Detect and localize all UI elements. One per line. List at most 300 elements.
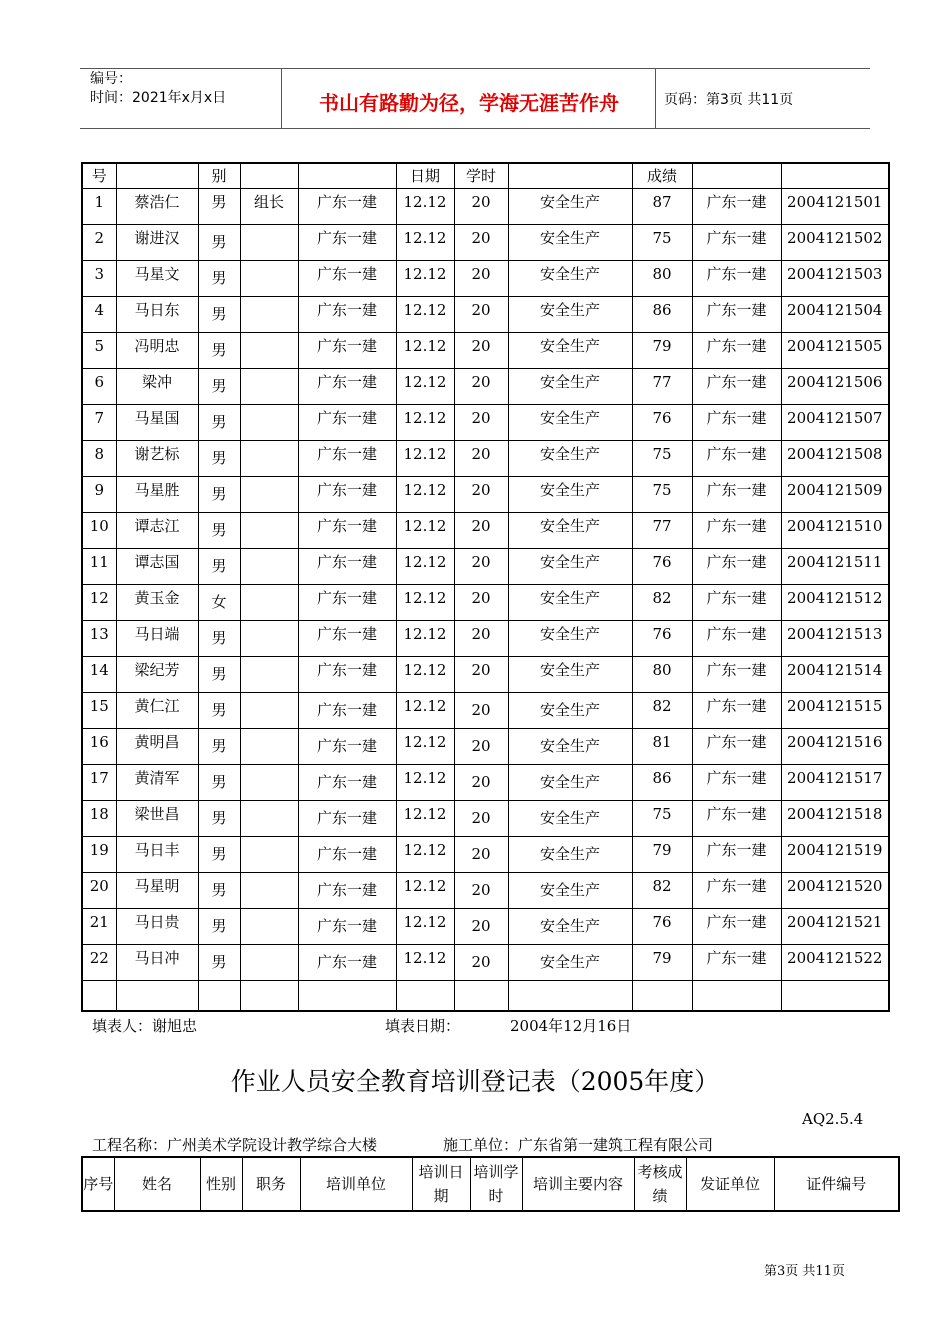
table-cell: 20: [454, 873, 508, 909]
table-row: [82, 801, 889, 837]
table-cell: 2004121518: [781, 801, 889, 837]
table-cell: [240, 621, 298, 657]
table-cell: 男: [198, 765, 240, 801]
table-row: [82, 333, 889, 369]
table-cell: 12.12: [396, 441, 454, 477]
table-cell: 女: [198, 585, 240, 621]
table-cell: 12.12: [396, 189, 454, 225]
section-title: 作业人员安全教育培训登记表（2005年度）: [230, 1067, 720, 1096]
table-cell: [82, 981, 116, 1012]
table-cell: 广东一建: [298, 945, 396, 981]
table-cell: 81: [632, 729, 692, 765]
table-cell: 黄玉金: [116, 585, 198, 621]
table-cell: 梁冲: [116, 369, 198, 405]
header-cell: [508, 163, 632, 189]
table-cell: 12.12: [396, 837, 454, 873]
table-cell: 12.12: [396, 945, 454, 981]
table-cell: 5: [82, 333, 116, 369]
table-cell: 男: [198, 549, 240, 585]
table-cell: 20: [454, 729, 508, 765]
table-cell: 1: [82, 189, 116, 225]
table-cell: 组长: [240, 189, 298, 225]
table-cell: 安全生产: [508, 621, 632, 657]
table-row: [82, 513, 889, 549]
table-cell: 安全生产: [508, 837, 632, 873]
table-cell: [198, 981, 240, 1012]
table-cell: 广东一建: [692, 441, 781, 477]
table-cell: 广东一建: [298, 261, 396, 297]
table-cell: 19: [82, 837, 116, 873]
table-row: [82, 837, 889, 873]
table-cell: 11: [82, 549, 116, 585]
table-cell: 蔡浩仁: [116, 189, 198, 225]
table-cell: 黄清军: [116, 765, 198, 801]
table-cell: 12.12: [396, 261, 454, 297]
header-cell: 发证单位: [686, 1157, 774, 1211]
header-cell: 考核成绩: [634, 1157, 686, 1211]
table-cell: 79: [632, 333, 692, 369]
table-cell: 广东一建: [692, 657, 781, 693]
table-cell: 17: [82, 765, 116, 801]
table-cell: 2004121506: [781, 369, 889, 405]
table-cell: 12.12: [396, 369, 454, 405]
table-cell: 安全生产: [508, 369, 632, 405]
table-cell: 男: [198, 945, 240, 981]
form-code: AQ2.5.4: [802, 1110, 864, 1128]
table-cell: 广东一建: [692, 837, 781, 873]
table-cell: 20: [454, 333, 508, 369]
table-cell: 2004121516: [781, 729, 889, 765]
table-cell: 谢进汉: [116, 225, 198, 261]
table-cell: 2004121520: [781, 873, 889, 909]
table-cell: 20: [454, 513, 508, 549]
header-cell: 培训日期: [412, 1157, 470, 1211]
table-cell: 12.12: [396, 693, 454, 729]
header-cell: 姓名: [114, 1157, 200, 1211]
table-row: [82, 945, 889, 981]
table-cell: 安全生产: [508, 513, 632, 549]
table-row: [82, 477, 889, 513]
table-cell: [632, 981, 692, 1012]
table-cell: 男: [198, 801, 240, 837]
header-cell: 日期: [396, 163, 454, 189]
table-cell: 4: [82, 297, 116, 333]
table-cell: 安全生产: [508, 405, 632, 441]
table-cell: 9: [82, 477, 116, 513]
table-cell: 79: [632, 945, 692, 981]
document-number-label: 编号：: [90, 71, 132, 87]
header-cell: 别: [198, 163, 240, 189]
table-cell: 20: [454, 585, 508, 621]
header-cell: 序号: [82, 1157, 114, 1211]
table-cell: 谭志国: [116, 549, 198, 585]
table-cell: 男: [198, 657, 240, 693]
table-cell: 广东一建: [298, 477, 396, 513]
table-cell: 12: [82, 585, 116, 621]
table-cell: 80: [632, 261, 692, 297]
table-cell: [240, 657, 298, 693]
table-row: [82, 549, 889, 585]
header-cell: 号: [82, 163, 116, 189]
footer-page-number: 第3页 共11页: [764, 1264, 845, 1279]
table-cell: 12.12: [396, 873, 454, 909]
table-cell: 20: [454, 405, 508, 441]
table-cell: 2004121510: [781, 513, 889, 549]
table-cell: 男: [198, 477, 240, 513]
table-cell: 男: [198, 909, 240, 945]
table-cell: 12.12: [396, 225, 454, 261]
table-cell: 广东一建: [692, 873, 781, 909]
table-row: [82, 369, 889, 405]
project-name: 工程名称：广州美术学院设计教学综合大楼: [92, 1136, 378, 1154]
table-cell: [240, 873, 298, 909]
table-cell: 20: [454, 765, 508, 801]
registration-table-2005: [81, 1156, 900, 1212]
table-cell: 广东一建: [298, 621, 396, 657]
table-cell: 22: [82, 945, 116, 981]
table-cell: 2004121521: [781, 909, 889, 945]
table-cell: 广东一建: [298, 657, 396, 693]
table-cell: 马日端: [116, 621, 198, 657]
table-cell: 男: [198, 405, 240, 441]
table-row: [82, 225, 889, 261]
table-cell: 2004121504: [781, 297, 889, 333]
table-cell: 广东一建: [692, 405, 781, 441]
table-cell: 男: [198, 873, 240, 909]
filler-label: 填表人：谢旭忠: [92, 1017, 198, 1035]
header-cell: [240, 163, 298, 189]
table-cell: 安全生产: [508, 765, 632, 801]
table-cell: 13: [82, 621, 116, 657]
table-cell: 广东一建: [298, 801, 396, 837]
table-cell: 14: [82, 657, 116, 693]
table-cell: 16: [82, 729, 116, 765]
table-cell: 梁世昌: [116, 801, 198, 837]
table-cell: 2004121503: [781, 261, 889, 297]
table-cell: 2004121517: [781, 765, 889, 801]
table-cell: 马日冲: [116, 945, 198, 981]
table-cell: 20: [454, 477, 508, 513]
table-cell: 20: [454, 621, 508, 657]
table-cell: 男: [198, 261, 240, 297]
table-cell: 安全生产: [508, 441, 632, 477]
table-cell: 广东一建: [692, 945, 781, 981]
table-cell: 77: [632, 369, 692, 405]
header-cell: [692, 163, 781, 189]
table-cell: [240, 801, 298, 837]
table-row: [82, 405, 889, 441]
table-cell: [692, 981, 781, 1012]
table-cell: [240, 549, 298, 585]
header-cell: 培训单位: [300, 1157, 412, 1211]
table-cell: 广东一建: [692, 693, 781, 729]
table-cell: 安全生产: [508, 189, 632, 225]
table-cell: 安全生产: [508, 549, 632, 585]
table-cell: [298, 981, 396, 1012]
table-cell: [240, 981, 298, 1012]
table-cell: 广东一建: [298, 189, 396, 225]
training-record-table: [81, 162, 890, 1012]
table-row: [82, 909, 889, 945]
table-cell: 20: [454, 909, 508, 945]
table-row: [82, 297, 889, 333]
table-cell: 男: [198, 693, 240, 729]
table-cell: 86: [632, 297, 692, 333]
header-cell: [116, 163, 198, 189]
table-row: [82, 657, 889, 693]
table-row: [82, 873, 889, 909]
table-cell: 12.12: [396, 585, 454, 621]
table-cell: 12.12: [396, 477, 454, 513]
table-cell: 75: [632, 477, 692, 513]
table-cell: 广东一建: [692, 585, 781, 621]
table-cell: 广东一建: [692, 225, 781, 261]
table-row: [82, 765, 889, 801]
table-cell: 77: [632, 513, 692, 549]
table-cell: 男: [198, 837, 240, 873]
table-cell: 76: [632, 909, 692, 945]
table-cell: 安全生产: [508, 873, 632, 909]
table-cell: 广东一建: [298, 513, 396, 549]
table-cell: 广东一建: [692, 621, 781, 657]
table-cell: 3: [82, 261, 116, 297]
table-cell: 马日东: [116, 297, 198, 333]
table-cell: 75: [632, 801, 692, 837]
table-cell: [396, 981, 454, 1012]
table-row: [82, 621, 889, 657]
table-cell: 12.12: [396, 729, 454, 765]
table-cell: 广东一建: [298, 873, 396, 909]
table-cell: 2004121511: [781, 549, 889, 585]
table-cell: 20: [454, 441, 508, 477]
header-page-indicator: 页码：第3页 共11页: [664, 92, 794, 108]
table-cell: [240, 477, 298, 513]
table-cell: 冯明忠: [116, 333, 198, 369]
table-cell: 20: [454, 297, 508, 333]
table-cell: 79: [632, 837, 692, 873]
table-cell: [240, 765, 298, 801]
table-cell: 21: [82, 909, 116, 945]
table-cell: 8: [82, 441, 116, 477]
table-header-row: [82, 163, 889, 189]
table-cell: [240, 945, 298, 981]
table-cell: 12.12: [396, 405, 454, 441]
table-cell: 广东一建: [692, 549, 781, 585]
table-cell: 广东一建: [298, 729, 396, 765]
table-cell: 广东一建: [692, 189, 781, 225]
table-cell: 黄明昌: [116, 729, 198, 765]
table-cell: 广东一建: [298, 441, 396, 477]
table-cell: [240, 261, 298, 297]
table-cell: [240, 513, 298, 549]
table-cell: 10: [82, 513, 116, 549]
table-cell: [240, 693, 298, 729]
header-cell: 证件编号: [774, 1157, 899, 1211]
table-row: [82, 729, 889, 765]
header-cell: [781, 163, 889, 189]
table-cell: 广东一建: [692, 513, 781, 549]
table-cell: 广东一建: [298, 297, 396, 333]
table-cell: 广东一建: [692, 477, 781, 513]
table-cell: [240, 585, 298, 621]
table-cell: 男: [198, 225, 240, 261]
table-cell: 男: [198, 333, 240, 369]
table-cell: 2004121513: [781, 621, 889, 657]
contractor-name: 施工单位：广东省第一建筑工程有限公司: [443, 1136, 714, 1154]
table-cell: 安全生产: [508, 909, 632, 945]
table-cell: 20: [454, 837, 508, 873]
table-cell: [240, 405, 298, 441]
table-cell: 2004121508: [781, 441, 889, 477]
fill-date-value: 2004年12月16日: [510, 1017, 632, 1035]
table-cell: 2004121522: [781, 945, 889, 981]
table-cell: 广东一建: [692, 369, 781, 405]
table-cell: 20: [454, 693, 508, 729]
table-cell: 12.12: [396, 333, 454, 369]
table-cell: 2004121502: [781, 225, 889, 261]
header-motto: 书山有路勤为径，学海无涯苦作舟: [319, 91, 619, 115]
table-cell: 马星胜: [116, 477, 198, 513]
table-cell: 2004121501: [781, 189, 889, 225]
table-cell: 12.12: [396, 801, 454, 837]
document-date-label: 时间：2021年x月x日: [90, 90, 227, 106]
table-cell: 20: [454, 945, 508, 981]
header-cell: 学时: [454, 163, 508, 189]
header-bottom-rule: [80, 128, 870, 129]
table-cell: 2004121509: [781, 477, 889, 513]
table-cell: 安全生产: [508, 693, 632, 729]
table-cell: 安全生产: [508, 261, 632, 297]
table-cell: 86: [632, 765, 692, 801]
table-cell: 男: [198, 729, 240, 765]
table-cell: 马星文: [116, 261, 198, 297]
header-top-rule: [80, 68, 870, 69]
table-cell: 安全生产: [508, 945, 632, 981]
table-cell: 12.12: [396, 621, 454, 657]
table-cell: 75: [632, 441, 692, 477]
header-cell: 性别: [200, 1157, 242, 1211]
table-cell: 广东一建: [692, 801, 781, 837]
table-cell: 2004121515: [781, 693, 889, 729]
table-cell: 2: [82, 225, 116, 261]
table-cell: 76: [632, 549, 692, 585]
table-cell: 76: [632, 621, 692, 657]
table-row: [82, 189, 889, 225]
table-row: [82, 441, 889, 477]
table-cell: 76: [632, 405, 692, 441]
table-cell: 12.12: [396, 549, 454, 585]
table-cell: [240, 369, 298, 405]
table-cell: 马星国: [116, 405, 198, 441]
table-cell: 广东一建: [692, 909, 781, 945]
table-cell: 广东一建: [298, 837, 396, 873]
table-cell: 安全生产: [508, 225, 632, 261]
table-cell: 2004121514: [781, 657, 889, 693]
table-cell: 15: [82, 693, 116, 729]
table-cell: [240, 333, 298, 369]
table-cell: 80: [632, 657, 692, 693]
table-cell: 7: [82, 405, 116, 441]
table-row: [82, 585, 889, 621]
table-cell: 男: [198, 441, 240, 477]
table-cell: 82: [632, 585, 692, 621]
header-cell: [298, 163, 396, 189]
table-cell: 20: [82, 873, 116, 909]
table-cell: 广东一建: [298, 333, 396, 369]
table-cell: 广东一建: [298, 225, 396, 261]
table-cell: 安全生产: [508, 657, 632, 693]
table-cell: 87: [632, 189, 692, 225]
table-cell: 马日贵: [116, 909, 198, 945]
table-cell: 20: [454, 261, 508, 297]
header-cell: 培训学时: [470, 1157, 522, 1211]
table-cell: [240, 837, 298, 873]
table-cell: [240, 225, 298, 261]
table-cell: 18: [82, 801, 116, 837]
table-cell: 安全生产: [508, 333, 632, 369]
table-cell: 梁纪芳: [116, 657, 198, 693]
table-cell: 2004121507: [781, 405, 889, 441]
header-cell: 职务: [242, 1157, 300, 1211]
table-cell: 男: [198, 297, 240, 333]
table-cell: 安全生产: [508, 729, 632, 765]
table-cell: 谭志江: [116, 513, 198, 549]
table-cell: 广东一建: [692, 729, 781, 765]
table-cell: [116, 981, 198, 1012]
table-cell: 广东一建: [298, 549, 396, 585]
table-cell: 男: [198, 621, 240, 657]
table-cell: 2004121512: [781, 585, 889, 621]
table-cell: 75: [632, 225, 692, 261]
table-cell: 广东一建: [298, 909, 396, 945]
table-cell: 12.12: [396, 657, 454, 693]
table-cell: 安全生产: [508, 585, 632, 621]
table-cell: [240, 297, 298, 333]
table-cell: 谢艺标: [116, 441, 198, 477]
table-cell: 广东一建: [298, 585, 396, 621]
table-cell: [454, 981, 508, 1012]
table-cell: [508, 981, 632, 1012]
header-meta: [90, 70, 226, 108]
table-cell: 6: [82, 369, 116, 405]
table-cell: 马星明: [116, 873, 198, 909]
table-cell: [781, 981, 889, 1012]
table-cell: 2004121519: [781, 837, 889, 873]
table-cell: 安全生产: [508, 801, 632, 837]
table-cell: 20: [454, 369, 508, 405]
table-cell: 82: [632, 693, 692, 729]
table-cell: 广东一建: [298, 405, 396, 441]
header-cell: 成绩: [632, 163, 692, 189]
empty-table-row: [82, 981, 889, 1012]
table-cell: 广东一建: [298, 369, 396, 405]
table-cell: 男: [198, 369, 240, 405]
table-cell: 广东一建: [298, 693, 396, 729]
table-header-row: [82, 1157, 899, 1211]
table-cell: 20: [454, 657, 508, 693]
table-cell: 马日丰: [116, 837, 198, 873]
table-cell: 广东一建: [692, 765, 781, 801]
table-cell: 安全生产: [508, 477, 632, 513]
table-cell: 男: [198, 189, 240, 225]
table-cell: 安全生产: [508, 297, 632, 333]
table-cell: [240, 441, 298, 477]
table-cell: 12.12: [396, 765, 454, 801]
table-cell: 12.12: [396, 513, 454, 549]
table-cell: 20: [454, 801, 508, 837]
table-cell: 黄仁江: [116, 693, 198, 729]
table-cell: 广东一建: [692, 261, 781, 297]
